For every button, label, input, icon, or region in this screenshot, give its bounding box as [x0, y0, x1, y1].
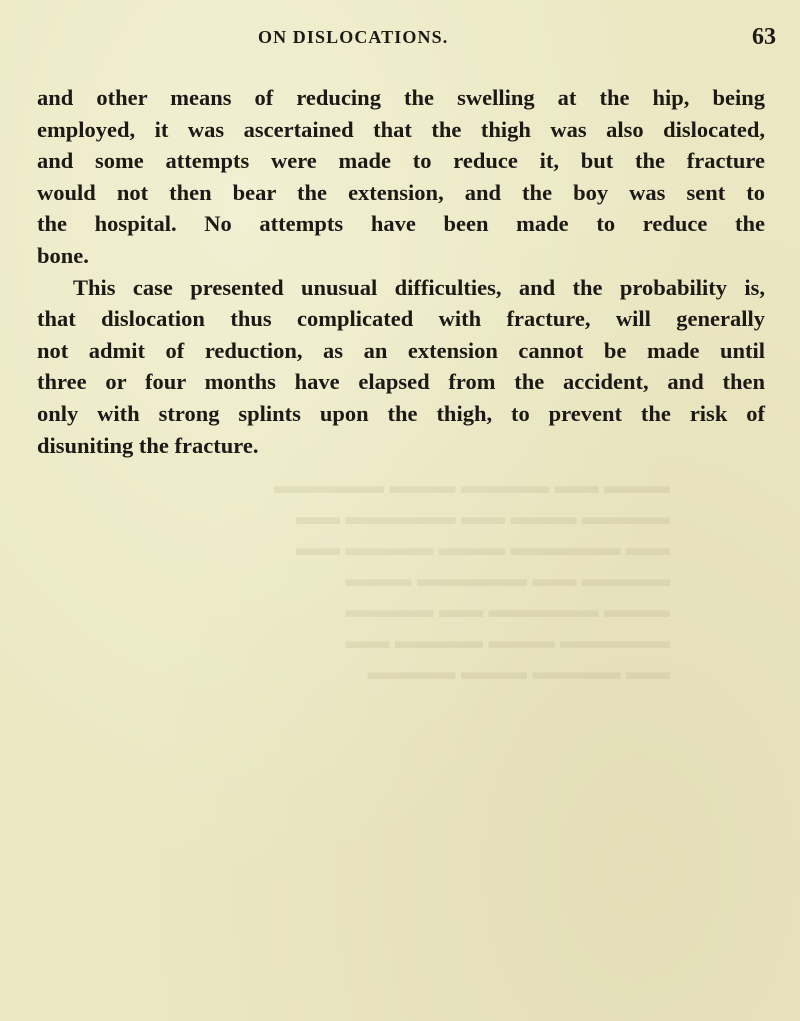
text-line: and some attempts were made to reduce it, but the fracture — [37, 148, 765, 174]
running-title: ON DISLOCATIONS. — [258, 27, 449, 47]
text-line: the hospital. No attempts have been made to reduce the — [37, 211, 765, 237]
text-line: and other means of reducing the swelling at the hip, being — [37, 85, 765, 110]
show-through-texture: ▬▬▬ ▬▬ ▬▬▬▬ ▬▬▬ ▬▬▬▬▬ ▬▬▬▬ ▬▬▬ ▬▬ ▬▬▬▬▬ ▬▬ ▬▬ ▬▬▬▬▬ ▬▬▬ ▬▬▬▬ ▬▬ ▬▬▬▬ ▬▬ ▬▬▬▬▬ ▬▬▬ ▬▬▬ ▬▬▬▬▬ ▬▬ ▬▬▬▬ ▬▬▬▬▬ ▬▬▬ ▬▬▬▬ ▬▬ ▬▬ ▬▬▬▬ ▬▬▬ ▬▬▬▬ — [274, 473, 670, 684]
text-line: that dislocation thus complicated with fracture, will generally — [37, 306, 765, 332]
text-line: three or four months have elapsed from the accident, and then — [37, 369, 765, 395]
text-line: only with strong splints upon the thigh, to prevent the risk of — [37, 400, 765, 426]
page-number: 63 — [752, 24, 776, 50]
text-line: disuniting the fracture. — [37, 432, 259, 458]
text-line: employed, it was ascertained that the thigh was also dislocated, — [37, 116, 765, 142]
text-line: would not then bear the extension, and the boy was sent to — [37, 179, 765, 205]
text-line: not admit of reduction, as an extension cannot be made until — [37, 337, 765, 363]
body-text — [37, 82, 765, 461]
text-line: This case presented unusual difficulties, and the probability is, — [73, 274, 765, 300]
text-line: bone. — [37, 242, 89, 268]
